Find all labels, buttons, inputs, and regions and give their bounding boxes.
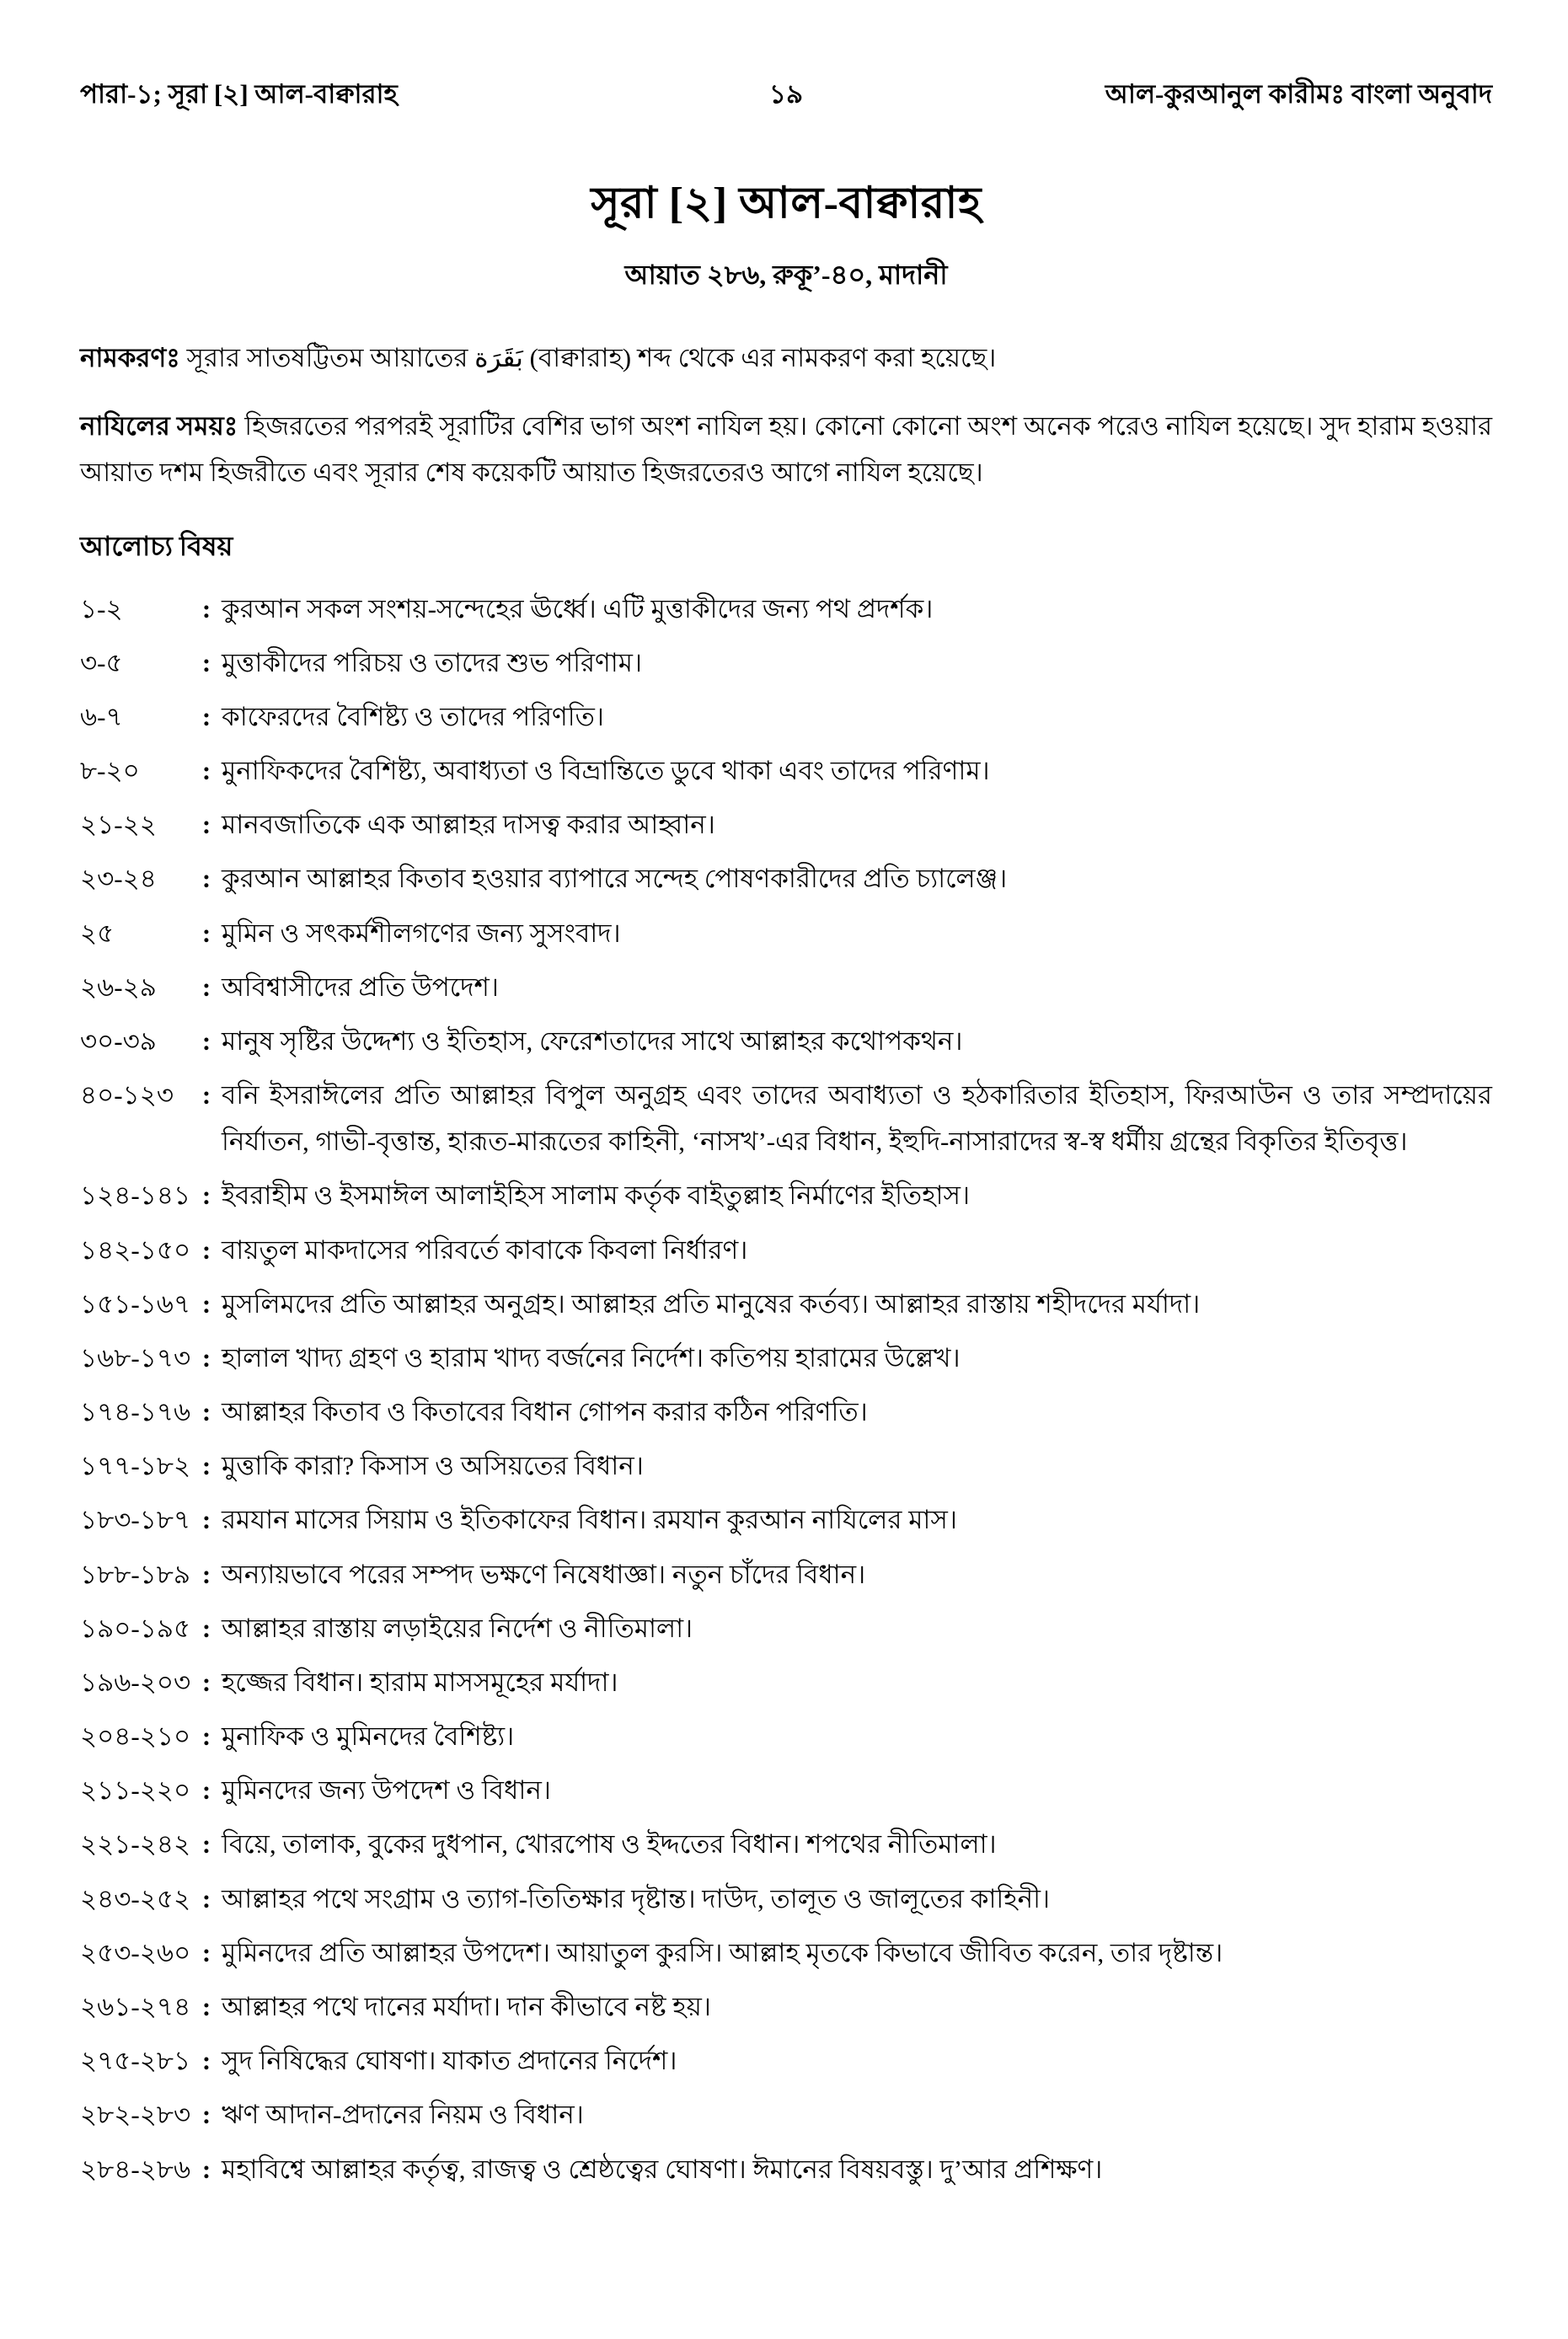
topic-row [80, 1659, 1492, 1705]
topic-separator: : [201, 1397, 211, 1427]
topics-heading: আলোচ্য বিষয় [80, 530, 233, 561]
topic-separator: : [201, 1559, 211, 1589]
topic-row [80, 1605, 1492, 1651]
topic-row [80, 1930, 1492, 1976]
topic-verse-range: ২৬১-২৭৪ [80, 1991, 191, 2021]
topic-separator: : [201, 1775, 211, 1806]
topic-row [80, 1876, 1492, 1922]
topic-description: আল্লাহর পথে সংগ্রাম ও ত্যাগ-তিতিক্ষার দৃষ্টান্ত। দাউদ, তালূত ও জালূতের কাহিনী। [222, 1883, 1051, 1913]
topic-verse-range: ৪০-১২৩ [80, 1080, 174, 1111]
topic-description: মহাবিশ্বে আল্লাহর কর্তৃত্ব, রাজত্ব ও শ্রেষ্ঠত্বের ঘোষণা। ঈমানের বিষয়বস্তু। দু’আর প্রশিক্ষণ। [222, 2154, 1103, 2184]
topic-description: হজ্জের বিধান। হারাম মাসসমূহের মর্যাদা। [222, 1667, 618, 1697]
topic-row [80, 801, 1492, 848]
topic-separator: : [201, 756, 211, 786]
topic-separator: : [201, 810, 211, 840]
topic-separator: : [201, 1234, 211, 1265]
topic-separator: : [201, 918, 211, 948]
topic-row [80, 1551, 1492, 1598]
topic-separator: : [201, 1080, 211, 1111]
topic-description: মানবজাতিকে এক আল্লাহর দাসত্ব করার আহ্বান। [222, 810, 715, 840]
topic-verse-range: ২৫ [80, 918, 115, 948]
topic-verse-range: ১২৪-১৪১ [80, 1180, 191, 1211]
topic-separator: : [201, 2100, 211, 2130]
naming-label: নামকরণঃ [80, 343, 180, 372]
topic-verse-range: ৩০-৩৯ [80, 1025, 157, 1056]
topics-list [80, 586, 1492, 2192]
topic-row [80, 1767, 1492, 1813]
title-block [80, 169, 1492, 299]
topic-description: কুরআন সকল সংশয়-সন্দেহের ঊর্ধ্বে। এটি মুত্তাকীদের জন্য পথ প্রদর্শক। [222, 593, 934, 624]
topic-verse-range: ১৭৭-১৮২ [80, 1451, 191, 1481]
topic-description: মুমিন ও সৎকর্মশীলগণের জন্য সুসংবাদ। [222, 918, 621, 948]
topic-verse-range: ২৬-২৯ [80, 971, 157, 1002]
topic-separator: : [201, 593, 211, 624]
revelation-label: নাযিলের সময়ঃ [80, 411, 238, 442]
revelation-paragraph [80, 403, 1492, 495]
topic-row [80, 2146, 1492, 2192]
topic-separator: : [201, 971, 211, 1002]
topic-separator: : [201, 1721, 211, 1752]
topic-row [80, 2091, 1492, 2138]
topic-row [80, 1281, 1492, 1327]
topic-description: মুত্তাকি কারা? কিসাস ও অসিয়তের বিধান। [222, 1451, 644, 1481]
topic-separator: : [201, 2154, 211, 2184]
topic-row [80, 1496, 1492, 1543]
topic-description: মুত্তাকীদের পরিচয় ও তাদের শুভ পরিণাম। [222, 647, 643, 677]
topic-description: মুমিনদের প্রতি আল্লাহর উপদেশ। আয়াতুল কুরসি। আল্লাহ মৃতকে কিভাবে জীবিত করেন, তার দৃষ্টান্ত। [222, 1937, 1223, 1967]
topic-row [80, 1172, 1492, 1218]
topic-description: মুসলিমদের প্রতি আল্লাহর অনুগ্রহ। আল্লাহর প্রতি মানুষের কর্তব্য। আল্লাহর রাস্তায় শহীদদের মর্যাদা। [222, 1288, 1201, 1319]
topic-row [80, 1227, 1492, 1273]
topic-description: সুদ নিষিদ্ধের ঘোষণা। যাকাত প্রদানের নির্দেশ। [222, 2046, 677, 2076]
topic-verse-range: ১৭৪-১৭৬ [80, 1397, 191, 1427]
topic-row [80, 1713, 1492, 1759]
naming-text: সূরার সাতষট্টিতম আয়াতের بَقَرَة (বাক্বারাহ) শব্দ থেকে এর নামকরণ করা হয়েছে। [179, 343, 997, 372]
naming-paragraph [80, 335, 1492, 381]
topic-description: মুনাফিক ও মুমিনদের বৈশিষ্ট্য। [222, 1721, 515, 1752]
topic-verse-range: ১৫১-১৬৭ [80, 1288, 191, 1319]
topic-row [80, 2037, 1492, 2084]
topic-row [80, 1389, 1492, 1435]
topic-verse-range: ১৯৬-২০৩ [80, 1667, 191, 1697]
topic-verse-range: ২১-২২ [80, 810, 157, 840]
topic-separator: : [201, 1451, 211, 1481]
topic-description: মুনাফিকদের বৈশিষ্ট্য, অবাধ্যতা ও বিভ্রান্তিতে ডুবে থাকা এবং তাদের পরিণাম। [222, 756, 990, 786]
topic-row [80, 964, 1492, 1010]
topic-verse-range: ১৮৮-১৮৯ [80, 1559, 191, 1589]
topic-verse-range: ৮-২০ [80, 756, 140, 786]
topic-separator: : [201, 2046, 211, 2076]
topic-separator: : [201, 1180, 211, 1211]
topic-row [80, 747, 1492, 794]
topic-verse-range: ১৪২-১৫০ [80, 1234, 191, 1265]
topic-verse-range: ২৩-২৪ [80, 864, 157, 894]
topic-verse-range: ৩-৫ [80, 647, 123, 677]
topic-verse-range: ২৫৩-২৬০ [80, 1937, 191, 1967]
topic-description: রমযান মাসের সিয়াম ও ইতিকাফের বিধান। রমযান কুরআন নাযিলের মাস। [222, 1505, 957, 1535]
topic-row [80, 1821, 1492, 1867]
topic-separator: : [201, 1025, 211, 1056]
topic-description: কাফেরদের বৈশিষ্ট্য ও তাদের পরিণতি। [222, 701, 604, 731]
topic-separator: : [201, 701, 211, 731]
page-number: ১৯ [768, 79, 804, 109]
topic-description: আল্লাহর কিতাব ও কিতাবের বিধান গোপন করার কঠিন পরিণতি। [222, 1397, 868, 1427]
topic-description: বনি ইসরাঈলের প্রতি আল্লাহর বিপুল অনুগ্রহ এবং তাদের অবাধ্যতা ও হঠকারিতার ইতিহাস, ফিরআউন ও তার সম্প্রদায়ের নির্যাতন, গাভী-বৃত্তান্ত, হারূত-মারূতের কাহিনী, ‘নাসখ’-এর বিধান, ইহুদি-নাসারাদের স্ব-স্ব ধর্মীয় গ্রন্থের বিকৃতির ইতিবৃত্ত। [222, 1080, 1492, 1157]
surah-subtitle: আয়াত ২৮৬, রুকূ’-৪০, মাদানী [624, 260, 948, 290]
topic-row [80, 640, 1492, 686]
topic-separator: : [201, 1829, 211, 1860]
topic-row [80, 1335, 1492, 1381]
topic-separator: : [201, 1342, 211, 1373]
topic-description: মুমিনদের জন্য উপদেশ ও বিধান। [222, 1775, 551, 1806]
header-left-running-title: পারা-১; সূরা [২] আল-বাক্বারাহ [80, 79, 398, 109]
topic-row [80, 586, 1492, 632]
topic-row [80, 1442, 1492, 1489]
topic-row [80, 1983, 1492, 2030]
topic-description: কুরআন আল্লাহর কিতাব হওয়ার ব্যাপারে সন্দেহ পোষণকারীদের প্রতি চ্যালেঞ্জ। [222, 864, 1008, 894]
topic-row [80, 1018, 1492, 1064]
topic-description: বিয়ে, তালাক, বুকের দুধপান, খোরপোষ ও ইদ্দতের বিধান। শপথের নীতিমালা। [222, 1829, 997, 1860]
topic-verse-range: ২৭৫-২৮১ [80, 2046, 191, 2076]
page-header [80, 74, 1492, 118]
topic-separator: : [201, 1288, 211, 1319]
topic-verse-range: ২৮২-২৮৩ [80, 2100, 191, 2130]
topic-verse-range: ২৮৪-২৮৬ [80, 2154, 191, 2184]
topic-separator: : [201, 1937, 211, 1967]
header-right-running-title: আল-কুরআনুল কারীমঃ বাংলা অনুবাদ [1105, 79, 1493, 109]
topic-separator: : [201, 1505, 211, 1535]
topic-description: অবিশ্বাসীদের প্রতি উপদেশ। [222, 971, 499, 1002]
topic-verse-range: ২৪৩-২৫২ [80, 1883, 191, 1913]
topic-verse-range: ১৮৩-১৮৭ [80, 1505, 191, 1535]
topic-verse-range: ২২১-২৪২ [80, 1829, 191, 1860]
topic-row [80, 1072, 1492, 1164]
topic-verse-range: ২১১-২২০ [80, 1775, 191, 1806]
topic-separator: : [201, 864, 211, 894]
topic-description: আল্লাহর পথে দানের মর্যাদা। দান কীভাবে নষ্ট হয়। [222, 1991, 711, 2021]
topic-verse-range: ১-২ [80, 593, 123, 624]
topic-verse-range: ৬-৭ [80, 701, 123, 731]
topic-description: আল্লাহর রাস্তায় লড়াইয়ের নির্দেশ ও নীতিমালা। [222, 1613, 693, 1643]
topic-separator: : [201, 1883, 211, 1913]
topic-description: ইবরাহীম ও ইসমাঈল আলাইহিস সালাম কর্তৃক বাইতুল্লাহ নির্মাণের ইতিহাস। [222, 1180, 971, 1211]
surah-title: সূরা [২] আল-বাক্বারাহ [591, 179, 982, 227]
topic-description: বায়তুল মাকদাসের পরিবর্তে কাবাকে কিবলা নির্ধারণ। [222, 1234, 748, 1265]
topic-separator: : [201, 1667, 211, 1697]
topic-verse-range: ১৬৮-১৭৩ [80, 1342, 191, 1373]
topic-row [80, 910, 1492, 956]
topic-verse-range: ১৯০-১৯৫ [80, 1613, 191, 1643]
topic-row [80, 693, 1492, 740]
topic-description: হালাল খাদ্য গ্রহণ ও হারাম খাদ্য বর্জনের নির্দেশ। কতিপয় হারামের উল্লেখ। [222, 1342, 961, 1373]
topic-separator: : [201, 647, 211, 677]
topic-description: অন্যায়ভাবে পরের সম্পদ ভক্ষণে নিষেধাজ্ঞা। নতুন চাঁদের বিধান। [222, 1559, 866, 1589]
topic-verse-range: ২০৪-২১০ [80, 1721, 191, 1752]
topic-description: ঋণ আদান-প্রদানের নিয়ম ও বিধান। [222, 2100, 584, 2130]
topic-description: মানুষ সৃষ্টির উদ্দেশ্য ও ইতিহাস, ফেরেশতাদের সাথে আল্লাহর কথোপকথন। [222, 1025, 963, 1056]
topic-separator: : [201, 1613, 211, 1643]
topic-row [80, 855, 1492, 902]
topic-separator: : [201, 1991, 211, 2021]
revelation-text: হিজরতের পরপরই সূরাটির বেশির ভাগ অংশ নাযিল হয়। কোনো কোনো অংশ অনেক পরেও নাযিল হয়েছে। সুদ হারাম হওয়ার আয়াত দশম হিজরীতে এবং সূরার শেষ কয়েকটি আয়াত হিজরতেরও আগে নাযিল হয়েছে। [80, 411, 1492, 488]
